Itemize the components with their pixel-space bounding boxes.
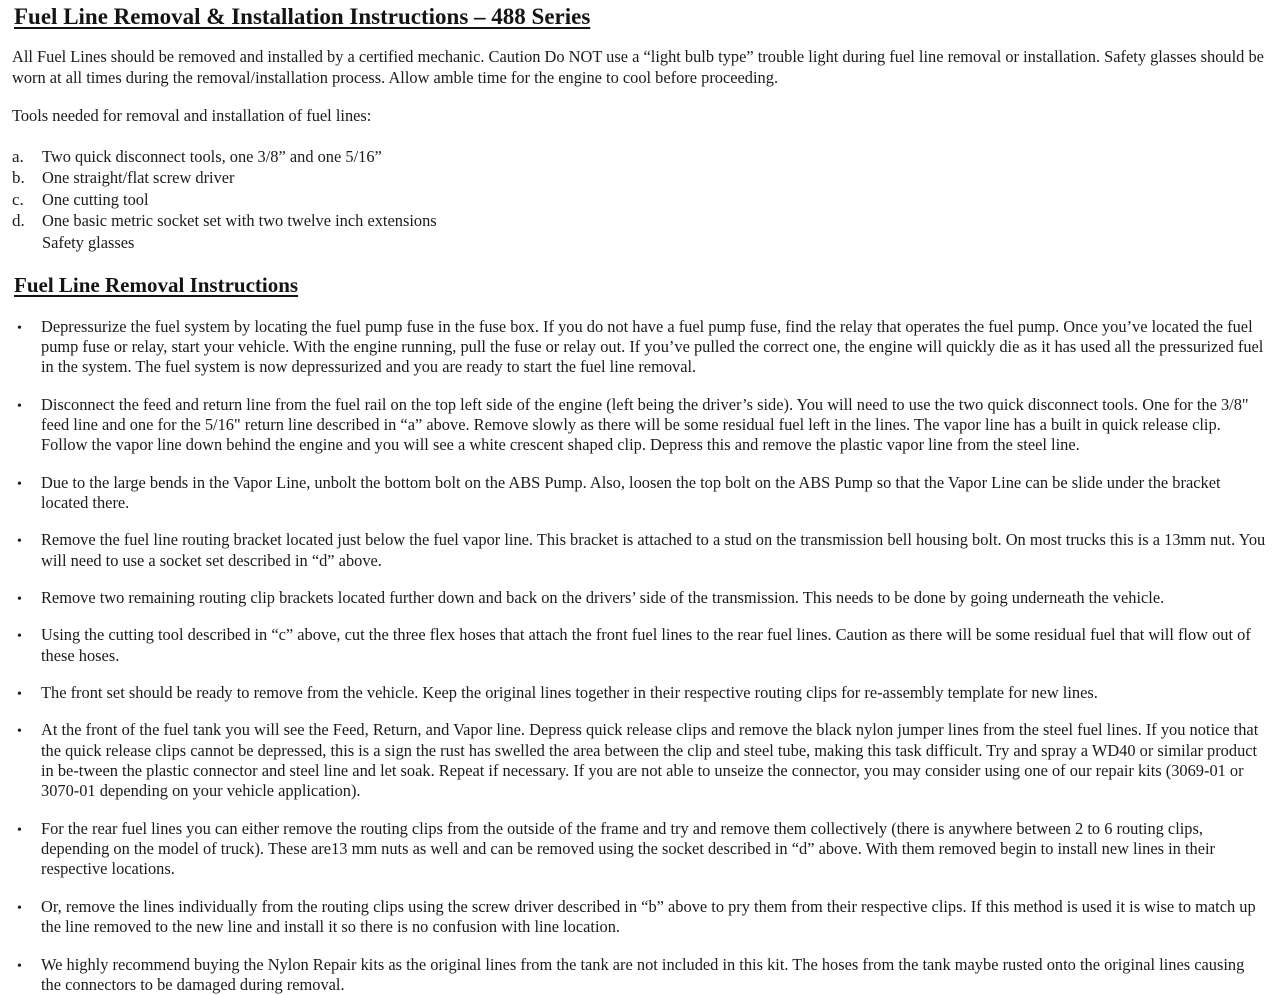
bullet-icon: • — [14, 823, 41, 839]
step-item — [14, 588, 1266, 608]
tool-text: One basic metric socket set with two twelve inch extensions — [42, 210, 437, 232]
step-item — [14, 819, 1266, 880]
step-text: For the rear fuel lines you can either remove the routing clips from the outside of the frame and try and remove them collectively (there is anywhere between 2 to 6 routing clips, depending on the model of truck). These are13 mm nuts as well and can be removed using the socket described in “d” above. With them removed begin to install new lines in their respective locations. — [41, 819, 1266, 880]
step-item — [14, 395, 1266, 456]
tool-item — [12, 232, 1266, 254]
step-text: We highly recommend buying the Nylon Repair kits as the original lines from the tank are not included in this kit. The hoses from the tank maybe rusted onto the original lines causing the connectors to be damaged during removal. — [41, 955, 1266, 995]
tool-letter: d. — [12, 210, 42, 232]
tool-letter: b. — [12, 167, 42, 189]
tool-text: One cutting tool — [42, 189, 149, 211]
step-text: Using the cutting tool described in “c” above, cut the three flex hoses that attach the front fuel lines to the rear fuel lines. Caution as there will be some residual fuel that will flow out of these hoses. — [41, 625, 1266, 666]
bullet-icon: • — [14, 724, 41, 740]
bullet-icon: • — [14, 901, 41, 917]
tool-letter: c. — [12, 189, 42, 211]
step-text: The front set should be ready to remove from the vehicle. Keep the original lines together in their respective routing clips for re-assembly template for new lines. — [41, 683, 1266, 703]
step-item — [14, 473, 1266, 514]
tool-item — [12, 167, 1266, 189]
tool-text: One straight/flat screw driver — [42, 167, 235, 189]
page-title: Fuel Line Removal & Installation Instructions – 488 Series — [14, 4, 1266, 30]
bullet-icon: • — [14, 321, 41, 337]
tools-list — [12, 146, 1266, 254]
tool-letter: a. — [12, 146, 42, 168]
bullet-icon: • — [14, 959, 41, 975]
steps-list — [12, 317, 1266, 995]
step-item — [14, 317, 1266, 378]
step-text: Disconnect the feed and return line from the fuel rail on the top left side of the engine (left being the driver’s side). You will need to use the two quick disconnect tools. One for the 3/8" feed line and one for the 5/16" return line described in “a” above. Remove slowly as there will be some residual fuel left in the lines. The vapor line has a built in quick release clip. Follow the vapor line down behind the engine and you will see a white crescent shaped clip. Depress this and remove the plastic vapor line from the steel line. — [41, 395, 1266, 456]
step-text: Due to the large bends in the Vapor Line, unbolt the bottom bolt on the ABS Pump. Also, loosen the top bolt on the ABS Pump so that the Vapor Line can be slide under the bracket located there. — [41, 473, 1266, 514]
step-text: At the front of the fuel tank you will see the Feed, Return, and Vapor line. Depress quick release clips and remove the black nylon jumper lines from the steel fuel lines. If you notice that the quick release clips cannot be depressed, this is a sign the rust has swelled the area between the clip and steel tube, making this task difficult. Try and spray a WD40 or similar product in be-tween the plastic connector and steel line and let soak. Repeat if necessary. If you are not able to unseize the connector, you may consider using one of our repair kits (3069-01 or 3070-01 depending on your vehicle application). — [41, 720, 1266, 801]
bullet-icon: • — [14, 477, 41, 493]
bullet-icon: • — [14, 687, 41, 703]
section-title: Fuel Line Removal Instructions — [14, 273, 1266, 297]
bullet-icon: • — [14, 592, 41, 608]
tool-text: Safety glasses — [42, 232, 134, 254]
step-item — [14, 530, 1266, 571]
tool-item — [12, 146, 1266, 168]
step-item — [14, 625, 1266, 666]
bullet-icon: • — [14, 629, 41, 645]
intro-paragraph: All Fuel Lines should be removed and installed by a certified mechanic. Caution Do NOT use a “light bulb type” trouble light during fuel line removal or installation. Safety glasses should be worn at all times during the removal/installation process. Allow amble time for the engine to cool before proceeding. — [12, 47, 1266, 87]
step-text: Remove two remaining routing clip brackets located further down and back on the drivers’ side of the transmission. This needs to be done by going underneath the vehicle. — [41, 588, 1266, 608]
step-text: Depressurize the fuel system by locating the fuel pump fuse in the fuse box. If you do not have a fuel pump fuse, find the relay that operates the fuel pump. Once you’ve located the fuel pump fuse or relay, start your vehicle. With the engine running, pull the fuse or relay out. If you’ve pulled the correct one, the engine will quickly die as it has used all the pressurized fuel in the system. The fuel system is now depressurized and you are ready to start the fuel line removal. — [41, 317, 1266, 378]
step-text: Or, remove the lines individually from the routing clips using the screw driver described in “b” above to pry them from their respective clips. If this method is used it is wise to match up the line removed to the new line and install it so there is no confusion with line location. — [41, 897, 1266, 938]
tool-text: Two quick disconnect tools, one 3/8” and one 5/16” — [42, 146, 382, 168]
bullet-icon: • — [14, 534, 41, 550]
step-item — [14, 897, 1266, 938]
bullet-icon: • — [14, 399, 41, 415]
step-item — [14, 683, 1266, 703]
step-text: Remove the fuel line routing bracket located just below the fuel vapor line. This bracket is attached to a stud on the transmission bell housing bolt. On most trucks this is a 13mm nut. You will need to use a socket set described in “d” above. — [41, 530, 1266, 571]
tools-heading: Tools needed for removal and installation of fuel lines: — [12, 106, 1266, 126]
step-item — [14, 720, 1266, 801]
tool-item — [12, 210, 1266, 232]
tool-item — [12, 189, 1266, 211]
